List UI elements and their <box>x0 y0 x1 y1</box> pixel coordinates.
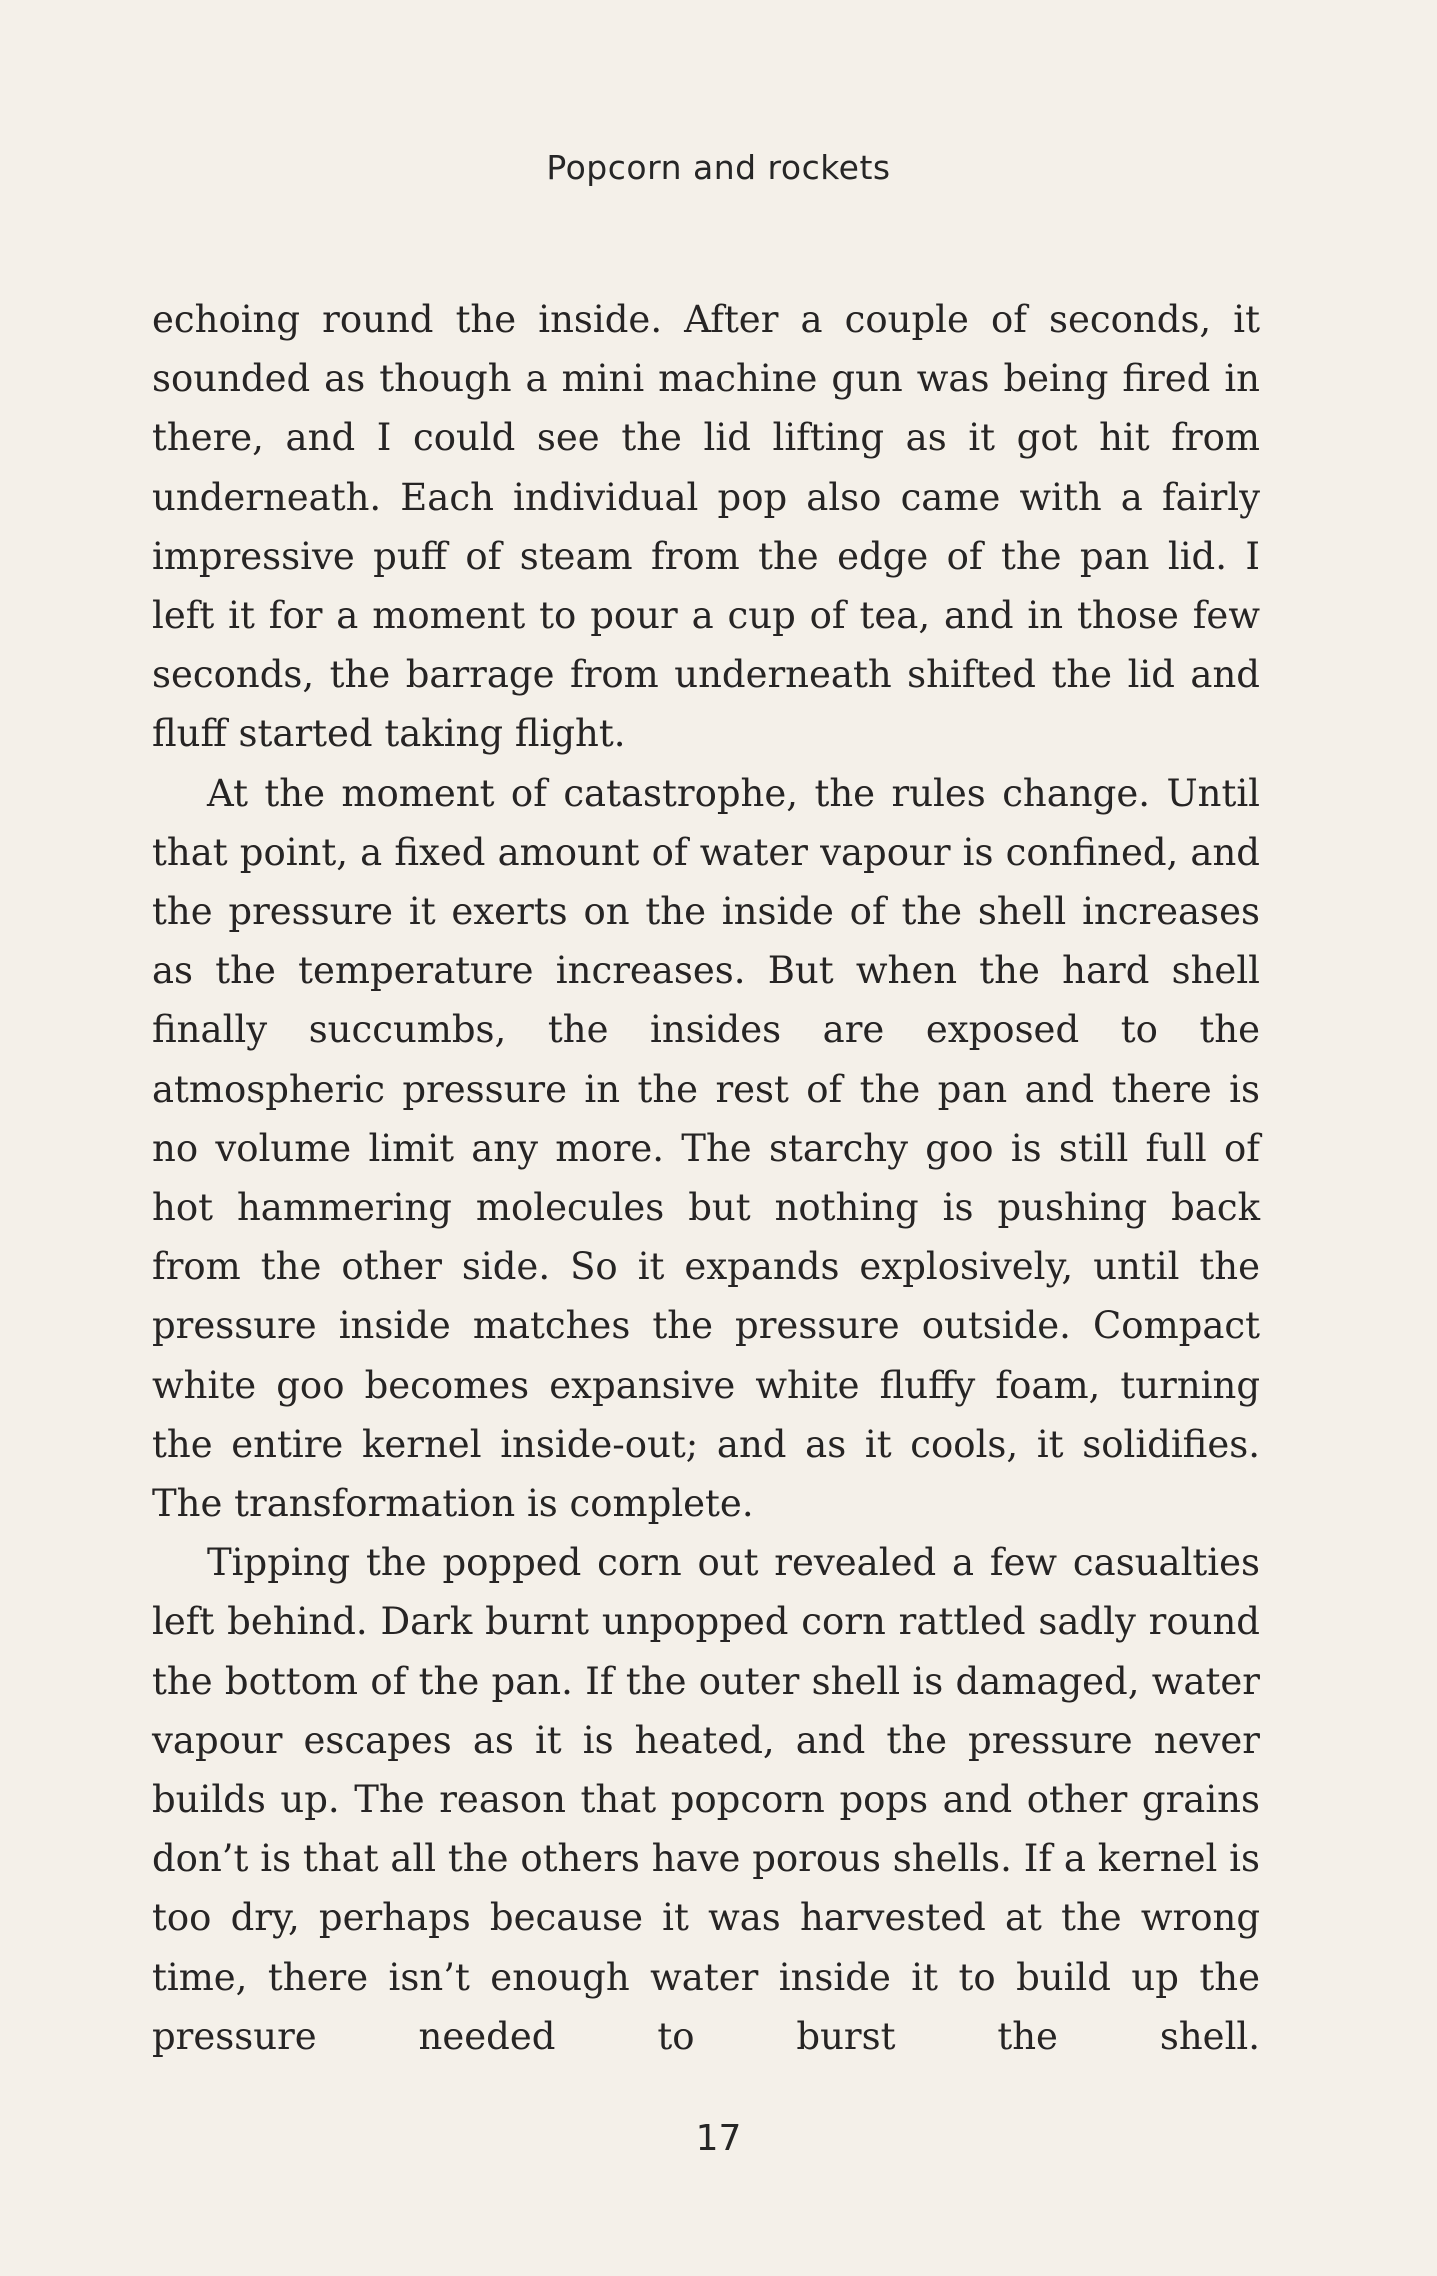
page-number: 17 <box>695 2118 742 2159</box>
paragraph-continued: echoing round the inside. After a couple of seconds, it sounded as though a mini machine gun was being fired in there, and I could see the lid lifting as it got hit from underneath. Each individual pop also came with a fairly impressive puff of steam from the edge of the pan lid. I left it for a moment to pour a cup of tea, and in those few seconds, the barrage from underneath shifted the lid and fluff started taking flight. <box>152 298 1260 756</box>
paragraph-catastrophe: At the moment of catastrophe, the rules change. Until that point, a fixed amount of water vapour is confined, and the pressure it exerts on the inside of the shell increases as the temperature increases. But when the hard shell finally succumbs, the insides are exposed to the atmospheric pressure in the rest of the pan and there is no volume limit any more. The starchy goo is still full of hot hammering molecules but nothing is pushing back from the other side. So it expands explosively, until the pressure inside matches the pressure outside. Compact white goo becomes expansive white fluffy foam, turning the entire kernel inside-out; and as it cools, it solidifies. The transformation is complete. <box>152 771 1260 1526</box>
running-head: Popcorn and rockets <box>546 148 891 187</box>
body-text <box>152 290 1260 2066</box>
paragraph-casualties: Tipping the popped corn out revealed a few casualties left behind. Dark burnt unpopped corn rattled sadly round the bottom of the pan. If the outer shell is damaged, water vapour escapes as it is heated, and the pressure never builds up. The reason that popcorn pops and other grains don’t is that all the others have porous shells. If a kernel is too dry, perhaps because it was harvested at the wrong time, there isn’t enough water inside it to build up the pressure needed to burst the shell. <box>152 1541 1260 2058</box>
